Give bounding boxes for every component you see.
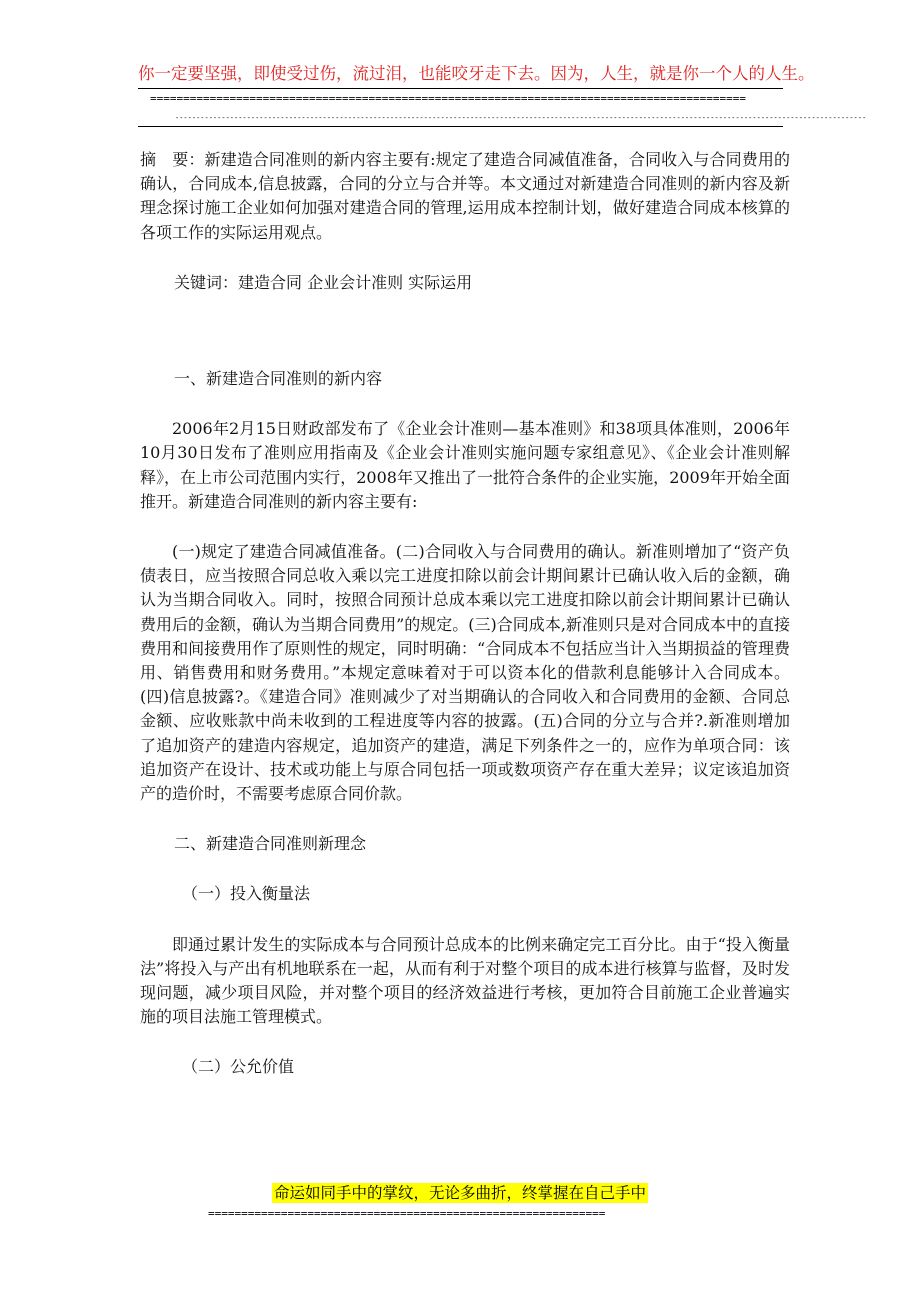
section2-sub1-heading: （一）投入衡量法: [182, 884, 311, 904]
section2-heading: 二、新建造合同准则新理念: [174, 834, 367, 854]
section2-sub1-paragraph: 即通过累计发生的实际成本与合同预计总成本的比例来确定完工百分比。由于“投入衡量法”将投入与产出有机地联系在一起，从而有利于对整个项目的成本进行核算与监督，及时发现问题，减少项目风险，并对整个项目的经济效益进行考核，更加符合目前施工企业普遍实施的项目法施工管理模式。: [140, 934, 790, 1027]
footer-motto: [0, 1183, 920, 1203]
document-body: [140, 148, 790, 1080]
section1-paragraph-1: 2006年2月15日财政部发布了《企业会计准则—基本准则》和38项具体准则，2006年10月30日发布了准则应用指南及《企业会计准则实施问题专家组意见》、《企业会计准则解释》，在上市公司范围内实行，2008年又推出了一批符合条件的企业实施，2009年开始全面推开。新建造合同准则的新内容主要有:: [140, 419, 790, 511]
section1-paragraph-2: (一)规定了建造合同减值准备。(二)合同收入与合同费用的确认。新准则增加了“资产负债表日，应当按照合同总收入乘以完工进度扣除以前会计期间累计已确认收入后的金额，确认为当期合同收入。同时，按照合同预计总成本乘以完工进度扣除以前会计期间累计已确认费用后的金额，确认为当期合同费用”的规定。(三)合同成本,新准则只是对合同成本中的直接费用和间接费用作了原则性的规定，同时明确：“合同成本不包括应当计入当期损益的管理费用、销售费用和财务费用。”本规定意味着对于可以资本化的借款利息能够计入合同成本。(四)信息披露?。《建造合同》准则减少了对当期确认的合同收入和合同费用的金额、合同总金额、应收账款中尚未收到的工程进度等内容的披露。(五)合同的分立与合并?.新准则增加了追加资产的建造内容规定，追加资产的建造，满足下列条件之一的，应作为单项合同：该追加资产在设计、技术或功能上与原合同包括一项或数项资产存在重大差异；议定该追加资产的造价时，不需要考虑原合同价款。: [140, 542, 790, 804]
keywords-line: 关键词：建造合同 企业会计准则 实际运用: [174, 272, 473, 292]
header-motto: 你一定要坚强，即使受过伤，流过泪，也能咬牙走下去。因为，人生，就是你一个人的人生。: [138, 64, 815, 83]
section2-sub2-heading: （二）公允价值: [182, 1057, 295, 1077]
header-rule-bottom: [138, 126, 783, 127]
header-rule-top: [138, 88, 783, 89]
header-dash-rule: --------------------------------------------------------------------------------------------------------------------------------------------------------------------: [175, 114, 867, 122]
footer-motto-text: 命运如同手中的掌纹，无论多曲折，终掌握在自己手中: [273, 1184, 646, 1202]
abstract-paragraph: 摘 要：新建造合同准则的新内容主要有:规定了建造合同减值准备，合同收入与合同费用的确认，合同成本,信息披露，合同的分立与合并等。本文通过对新建造合同准则的新内容及新理念探讨施工企业如何加强对建造合同的管理,运用成本控制计划，做好建造合同成本核算的各项工作的实际运用观点。: [140, 150, 790, 242]
header-equals-rule: ==========================================================================================: [150, 92, 747, 105]
footer-equals-rule: ============================================================: [208, 1207, 606, 1220]
section1-heading: 一、新建造合同准则的新内容: [174, 369, 383, 389]
